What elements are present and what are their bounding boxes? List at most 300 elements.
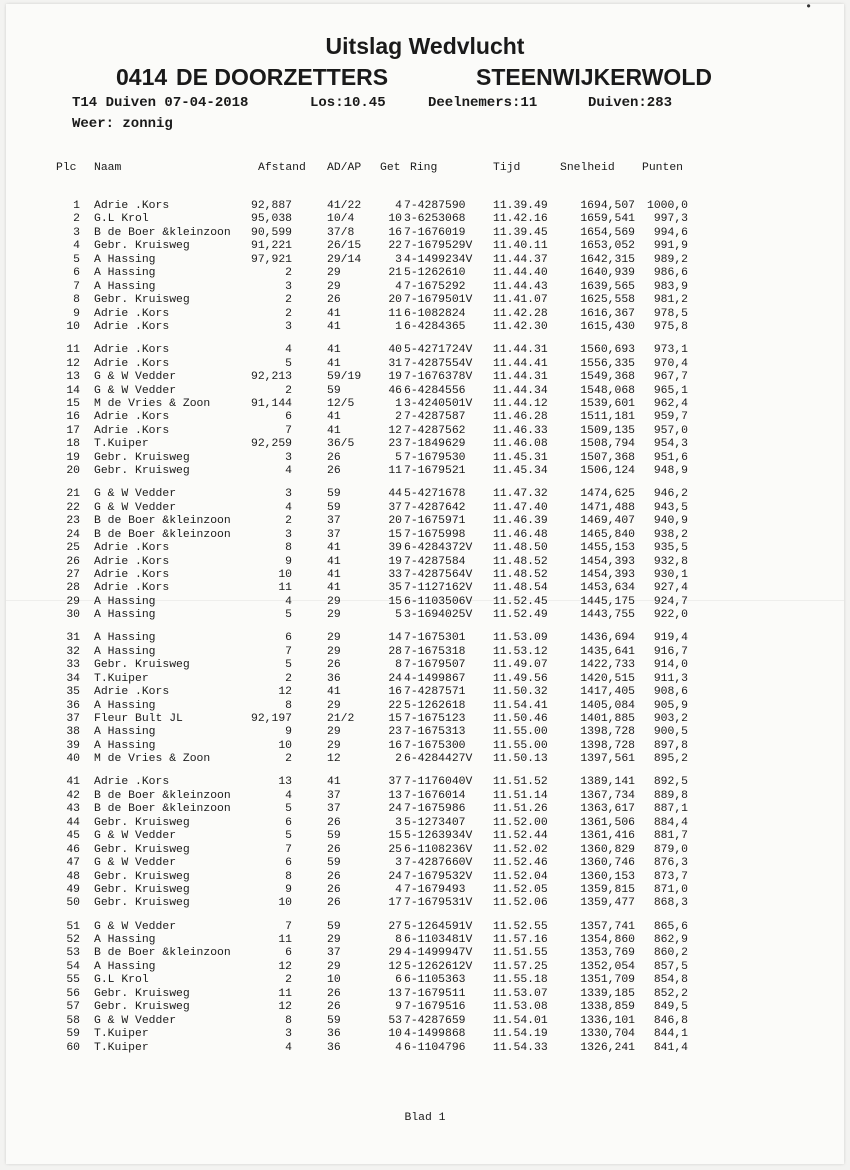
row-snelheid: 1616,367 xyxy=(580,307,635,320)
row-tijd: 11.44.31 xyxy=(493,371,548,383)
row-naam: Gebr. Kruisweg xyxy=(94,465,190,478)
row-afstand: 2 xyxy=(285,384,292,397)
row-snelheid: 1469,407 xyxy=(580,515,635,528)
row-plc: 5 xyxy=(73,253,80,266)
club-place: STEENWIJKERWOLD xyxy=(476,64,712,90)
row-ring: 6-1108236V xyxy=(404,843,473,856)
col-afstand: Afstand xyxy=(258,162,306,174)
row-tijd: 11.52.55 xyxy=(493,920,548,933)
row-afstand: 11 xyxy=(278,933,292,946)
row-tijd: 11.52.49 xyxy=(493,609,548,622)
row-punten: 1000,0 xyxy=(646,200,688,212)
row-afstand: 11 xyxy=(278,987,292,1000)
row-tijd: 11.52.04 xyxy=(493,870,548,883)
row-naam: Adrie .Kors xyxy=(94,411,170,424)
row-snelheid: 1360,829 xyxy=(580,843,635,856)
row-get: 3 xyxy=(395,816,402,829)
row-tijd: 11.48.52 xyxy=(493,555,548,568)
row-punten: 911,3 xyxy=(653,672,688,685)
row-ring: 7-1849629 xyxy=(404,438,466,451)
row-tijd: 11.44.43 xyxy=(493,280,548,293)
table-row xyxy=(0,267,850,281)
table-row xyxy=(0,582,850,596)
row-snelheid: 1417,405 xyxy=(580,686,635,699)
row-ring: 7-1676378V xyxy=(404,371,473,383)
row-tijd: 11.45.34 xyxy=(493,465,548,478)
row-tijd: 11.40.11 xyxy=(493,240,548,253)
row-afstand: 9 xyxy=(285,726,292,739)
row-punten: 897,8 xyxy=(653,739,688,752)
row-afstand: 12 xyxy=(278,1001,292,1014)
table-row xyxy=(0,358,850,372)
table-row xyxy=(0,227,850,241)
row-plc: 54 xyxy=(66,960,80,973)
row-snelheid: 1359,477 xyxy=(580,897,635,910)
row-afstand: 6 xyxy=(285,411,292,424)
row-adap: 29/14 xyxy=(327,253,362,266)
row-adap: 26 xyxy=(327,465,341,478)
row-afstand: 3 xyxy=(285,1028,292,1041)
row-adap: 41 xyxy=(327,555,341,568)
row-ring: 7-1675986 xyxy=(404,803,466,816)
row-snelheid: 1465,840 xyxy=(580,528,635,541)
row-afstand: 3 xyxy=(285,321,292,334)
row-get: 20 xyxy=(388,515,402,528)
table-row xyxy=(0,596,850,610)
row-tijd: 11.52.06 xyxy=(493,897,548,910)
table-row xyxy=(0,632,850,646)
row-naam: Adrie .Kors xyxy=(94,582,170,595)
table-row xyxy=(0,344,850,358)
row-ring: 7-1676014 xyxy=(404,789,466,802)
row-afstand: 4 xyxy=(285,344,292,357)
row-punten: 871,0 xyxy=(653,884,688,896)
row-adap: 41 xyxy=(327,542,341,554)
col-plc: Plc xyxy=(56,162,77,174)
row-tijd: 11.42.28 xyxy=(493,307,548,320)
row-get: 9 xyxy=(395,1001,402,1014)
row-ring: 6-4284427V xyxy=(404,753,473,766)
row-get: 22 xyxy=(388,699,402,712)
row-get: 16 xyxy=(388,226,402,239)
row-tijd: 11.44.40 xyxy=(493,267,548,280)
table-row xyxy=(0,1001,850,1015)
row-plc: 43 xyxy=(66,803,80,816)
row-tijd: 11.50.13 xyxy=(493,753,548,766)
row-ring: 7-1679507 xyxy=(404,659,466,672)
row-naam: Gebr. Kruisweg xyxy=(94,1001,190,1014)
row-ring: 7-4287660V xyxy=(404,857,473,870)
row-plc: 14 xyxy=(66,384,80,397)
row-naam: A Hassing xyxy=(94,280,156,293)
row-punten: 849,5 xyxy=(653,1001,688,1014)
col-punten: Punten xyxy=(642,162,684,174)
row-snelheid: 1471,488 xyxy=(580,501,635,514)
row-ring: 4-1499947V xyxy=(404,947,473,960)
row-snelheid: 1654,569 xyxy=(580,226,635,239)
row-adap: 29 xyxy=(327,609,341,622)
table-row xyxy=(0,740,850,754)
row-ring: 7-1675971 xyxy=(404,515,466,528)
table-row xyxy=(0,830,850,844)
row-ring: 7-1675123 xyxy=(404,713,466,725)
row-tijd: 11.48.50 xyxy=(493,542,548,554)
row-get: 16 xyxy=(388,686,402,699)
row-get: 24 xyxy=(388,803,402,816)
row-snelheid: 1625,558 xyxy=(580,294,635,307)
row-plc: 50 xyxy=(66,897,80,910)
row-ring: 7-1127162V xyxy=(404,582,473,595)
row-ring: 5-1262610 xyxy=(404,267,466,280)
row-ring: 3-6253068 xyxy=(404,213,466,226)
row-plc: 39 xyxy=(66,739,80,752)
row-afstand: 4 xyxy=(285,595,292,608)
row-afstand: 9 xyxy=(285,884,292,896)
row-adap: 37 xyxy=(327,528,341,541)
row-adap: 59 xyxy=(327,384,341,397)
row-tijd: 11.53.09 xyxy=(493,632,548,645)
row-naam: Adrie .Kors xyxy=(94,344,170,357)
row-snelheid: 1401,885 xyxy=(580,713,635,725)
row-punten: 887,1 xyxy=(653,803,688,816)
row-snelheid: 1351,709 xyxy=(580,974,635,987)
row-ring: 6-4284372V xyxy=(404,542,473,554)
row-plc: 30 xyxy=(66,609,80,622)
row-adap: 26 xyxy=(327,1001,341,1014)
table-row xyxy=(0,857,850,871)
col-adap: AD/AP xyxy=(327,162,362,174)
row-afstand: 8 xyxy=(285,542,292,554)
row-punten: 868,3 xyxy=(653,897,688,910)
row-naam: B de Boer &kleinzoon xyxy=(94,789,231,802)
row-get: 8 xyxy=(395,659,402,672)
row-tijd: 11.42.30 xyxy=(493,321,548,334)
row-afstand: 2 xyxy=(285,294,292,307)
flight-info: T14 Duiven 07-04-2018 xyxy=(72,95,249,111)
row-adap: 36/5 xyxy=(327,438,355,451)
corner-mark: • xyxy=(805,0,813,14)
row-plc: 38 xyxy=(66,726,80,739)
row-punten: 983,9 xyxy=(653,280,688,293)
row-get: 27 xyxy=(388,920,402,933)
row-snelheid: 1398,728 xyxy=(580,726,635,739)
table-row xyxy=(0,200,850,214)
table-row xyxy=(0,961,850,975)
row-afstand: 13 xyxy=(278,776,292,789)
row-get: 37 xyxy=(388,776,402,789)
row-plc: 40 xyxy=(66,753,80,766)
row-afstand: 2 xyxy=(285,974,292,987)
row-naam: Gebr. Kruisweg xyxy=(94,659,190,672)
row-punten: 908,6 xyxy=(653,686,688,699)
col-snelheid: Snelheid xyxy=(560,162,615,174)
row-snelheid: 1398,728 xyxy=(580,739,635,752)
row-punten: 844,1 xyxy=(653,1028,688,1041)
table-row xyxy=(0,646,850,660)
row-punten: 916,7 xyxy=(653,645,688,658)
row-punten: 895,2 xyxy=(653,753,688,766)
row-afstand: 7 xyxy=(285,424,292,437)
row-get: 53 xyxy=(388,1014,402,1027)
row-tijd: 11.44.34 xyxy=(493,384,548,397)
row-adap: 10 xyxy=(327,974,341,987)
row-afstand: 11 xyxy=(278,582,292,595)
row-punten: 930,1 xyxy=(653,568,688,581)
row-adap: 36 xyxy=(327,672,341,685)
row-naam: G & W Vedder xyxy=(94,920,177,933)
row-punten: 924,7 xyxy=(653,595,688,608)
row-afstand: 5 xyxy=(285,803,292,816)
row-tijd: 11.49.07 xyxy=(493,659,548,672)
row-adap: 41 xyxy=(327,776,341,789)
row-plc: 9 xyxy=(73,307,80,320)
row-snelheid: 1474,625 xyxy=(580,488,635,501)
table-row xyxy=(0,385,850,399)
row-punten: 919,4 xyxy=(653,632,688,645)
row-ring: 7-4287562 xyxy=(404,424,466,437)
table-row xyxy=(0,947,850,961)
row-adap: 29 xyxy=(327,267,341,280)
row-afstand: 10 xyxy=(278,897,292,910)
row-plc: 51 xyxy=(66,920,80,933)
row-naam: T.Kuiper xyxy=(94,1028,149,1041)
row-plc: 28 xyxy=(66,582,80,595)
row-plc: 17 xyxy=(66,424,80,437)
row-get: 37 xyxy=(388,501,402,514)
row-tijd: 11.53.12 xyxy=(493,645,548,658)
row-snelheid: 1507,368 xyxy=(580,451,635,464)
row-ring: 7-1679511 xyxy=(404,987,466,1000)
row-adap: 21/2 xyxy=(327,713,355,725)
table-row xyxy=(0,921,850,935)
row-ring: 3-4240501V xyxy=(404,397,473,410)
row-ring: 5-4271724V xyxy=(404,344,473,357)
row-tijd: 11.39.49 xyxy=(493,200,548,212)
row-naam: A Hassing xyxy=(94,595,156,608)
row-get: 20 xyxy=(388,294,402,307)
row-naam: Adrie .Kors xyxy=(94,357,170,370)
row-afstand: 6 xyxy=(285,947,292,960)
row-ring: 7-1675998 xyxy=(404,528,466,541)
table-row xyxy=(0,609,850,623)
row-adap: 59 xyxy=(327,920,341,933)
row-tijd: 11.45.31 xyxy=(493,451,548,464)
table-row xyxy=(0,240,850,254)
row-plc: 48 xyxy=(66,870,80,883)
row-punten: 865,6 xyxy=(653,920,688,933)
row-plc: 32 xyxy=(66,645,80,658)
row-naam: A Hassing xyxy=(94,933,156,946)
row-plc: 45 xyxy=(66,830,80,843)
row-snelheid: 1357,741 xyxy=(580,920,635,933)
row-plc: 42 xyxy=(66,789,80,802)
row-snelheid: 1361,416 xyxy=(580,830,635,843)
row-tijd: 11.46.48 xyxy=(493,528,548,541)
row-adap: 26 xyxy=(327,897,341,910)
row-naam: B de Boer &kleinzoon xyxy=(94,528,231,541)
row-get: 23 xyxy=(388,438,402,451)
row-ring: 7-4287587 xyxy=(404,411,466,424)
row-afstand: 3 xyxy=(285,280,292,293)
table-row xyxy=(0,686,850,700)
table-row xyxy=(0,452,850,466)
row-afstand: 4 xyxy=(285,789,292,802)
row-afstand: 91,221 xyxy=(250,240,292,253)
row-get: 15 xyxy=(388,528,402,541)
row-get: 21 xyxy=(388,267,402,280)
row-snelheid: 1694,507 xyxy=(580,200,635,212)
table-row xyxy=(0,515,850,529)
row-snelheid: 1640,939 xyxy=(580,267,635,280)
row-ring: 7-1679501V xyxy=(404,294,473,307)
row-afstand: 2 xyxy=(285,753,292,766)
table-row xyxy=(0,542,850,556)
row-get: 28 xyxy=(388,645,402,658)
row-ring: 7-1679493 xyxy=(404,884,466,896)
row-afstand: 7 xyxy=(285,920,292,933)
row-adap: 41 xyxy=(327,686,341,699)
row-plc: 23 xyxy=(66,515,80,528)
row-ring: 6-4284365 xyxy=(404,321,466,334)
row-adap: 59 xyxy=(327,488,341,501)
row-naam: T.Kuiper xyxy=(94,672,149,685)
row-tijd: 11.47.40 xyxy=(493,501,548,514)
row-afstand: 92,197 xyxy=(250,713,292,725)
row-ring: 7-4287554V xyxy=(404,357,473,370)
row-snelheid: 1422,733 xyxy=(580,659,635,672)
table-row xyxy=(0,556,850,570)
table-row xyxy=(0,371,850,385)
row-get: 14 xyxy=(388,632,402,645)
row-get: 33 xyxy=(388,568,402,581)
row-punten: 846,8 xyxy=(653,1014,688,1027)
row-get: 24 xyxy=(388,672,402,685)
row-naam: G.L Krol xyxy=(94,974,149,987)
row-naam: G & W Vedder xyxy=(94,830,177,843)
row-plc: 18 xyxy=(66,438,80,451)
row-plc: 1 xyxy=(73,200,80,212)
row-snelheid: 1443,755 xyxy=(580,609,635,622)
row-adap: 29 xyxy=(327,595,341,608)
row-punten: 975,8 xyxy=(653,321,688,334)
row-get: 11 xyxy=(388,465,402,478)
row-snelheid: 1509,135 xyxy=(580,424,635,437)
row-punten: 981,2 xyxy=(653,294,688,307)
row-afstand: 5 xyxy=(285,659,292,672)
row-ring: 7-4287590 xyxy=(404,200,466,212)
row-punten: 948,9 xyxy=(653,465,688,478)
row-punten: 905,9 xyxy=(653,699,688,712)
row-plc: 11 xyxy=(66,344,80,357)
row-snelheid: 1539,601 xyxy=(580,397,635,410)
row-afstand: 10 xyxy=(278,739,292,752)
row-naam: A Hassing xyxy=(94,726,156,739)
table-row xyxy=(0,569,850,583)
row-adap: 26 xyxy=(327,659,341,672)
row-afstand: 97,921 xyxy=(250,253,292,266)
row-afstand: 90,599 xyxy=(250,226,292,239)
row-adap: 59 xyxy=(327,501,341,514)
row-get: 17 xyxy=(388,897,402,910)
row-naam: A Hassing xyxy=(94,699,156,712)
row-snelheid: 1639,565 xyxy=(580,280,635,293)
col-ring: Ring xyxy=(410,162,438,174)
flight-meta xyxy=(72,95,672,111)
row-ring: 4-1499868 xyxy=(404,1028,466,1041)
table-row xyxy=(0,790,850,804)
row-punten: 967,7 xyxy=(653,371,688,383)
row-punten: 903,2 xyxy=(653,713,688,725)
row-naam: Gebr. Kruisweg xyxy=(94,816,190,829)
row-ring: 4-1499234V xyxy=(404,253,473,266)
row-adap: 26 xyxy=(327,884,341,896)
row-tijd: 11.54.01 xyxy=(493,1014,548,1027)
row-get: 11 xyxy=(388,307,402,320)
row-adap: 29 xyxy=(327,726,341,739)
row-tijd: 11.51.26 xyxy=(493,803,548,816)
row-punten: 989,2 xyxy=(653,253,688,266)
row-punten: 986,6 xyxy=(653,267,688,280)
row-adap: 29 xyxy=(327,739,341,752)
row-plc: 4 xyxy=(73,240,80,253)
row-plc: 36 xyxy=(66,699,80,712)
row-plc: 27 xyxy=(66,568,80,581)
col-naam: Naam xyxy=(94,162,122,174)
row-tijd: 11.55.00 xyxy=(493,739,548,752)
row-adap: 41 xyxy=(327,307,341,320)
row-ring: 7-4287564V xyxy=(404,568,473,581)
row-tijd: 11.57.16 xyxy=(493,933,548,946)
row-get: 8 xyxy=(395,933,402,946)
table-row xyxy=(0,411,850,425)
row-snelheid: 1354,860 xyxy=(580,933,635,946)
row-plc: 49 xyxy=(66,884,80,896)
row-adap: 29 xyxy=(327,933,341,946)
row-ring: 6-4284556 xyxy=(404,384,466,397)
row-plc: 55 xyxy=(66,974,80,987)
row-get: 23 xyxy=(388,726,402,739)
row-snelheid: 1360,153 xyxy=(580,870,635,883)
row-get: 15 xyxy=(388,713,402,725)
row-tijd: 11.51.14 xyxy=(493,789,548,802)
row-adap: 12/5 xyxy=(327,397,355,410)
row-afstand: 5 xyxy=(285,830,292,843)
row-naam: Adrie .Kors xyxy=(94,686,170,699)
row-snelheid: 1445,175 xyxy=(580,595,635,608)
row-plc: 8 xyxy=(73,294,80,307)
row-afstand: 2 xyxy=(285,515,292,528)
row-plc: 26 xyxy=(66,555,80,568)
row-tijd: 11.42.16 xyxy=(493,213,548,226)
row-plc: 34 xyxy=(66,672,80,685)
row-adap: 29 xyxy=(327,960,341,973)
row-snelheid: 1549,368 xyxy=(580,371,635,383)
row-adap: 26 xyxy=(327,843,341,856)
table-row xyxy=(0,844,850,858)
row-afstand: 12 xyxy=(278,686,292,699)
page-title: Uitslag Wedvlucht xyxy=(325,33,525,59)
row-afstand: 6 xyxy=(285,857,292,870)
row-naam: Gebr. Kruisweg xyxy=(94,843,190,856)
row-snelheid: 1336,101 xyxy=(580,1014,635,1027)
row-snelheid: 1339,185 xyxy=(580,987,635,1000)
row-afstand: 5 xyxy=(285,357,292,370)
row-naam: Adrie .Kors xyxy=(94,776,170,789)
table-row xyxy=(0,425,850,439)
row-ring: 3-1694025V xyxy=(404,609,473,622)
row-tijd: 11.50.46 xyxy=(493,713,548,725)
row-naam: G & W Vedder xyxy=(94,501,177,514)
